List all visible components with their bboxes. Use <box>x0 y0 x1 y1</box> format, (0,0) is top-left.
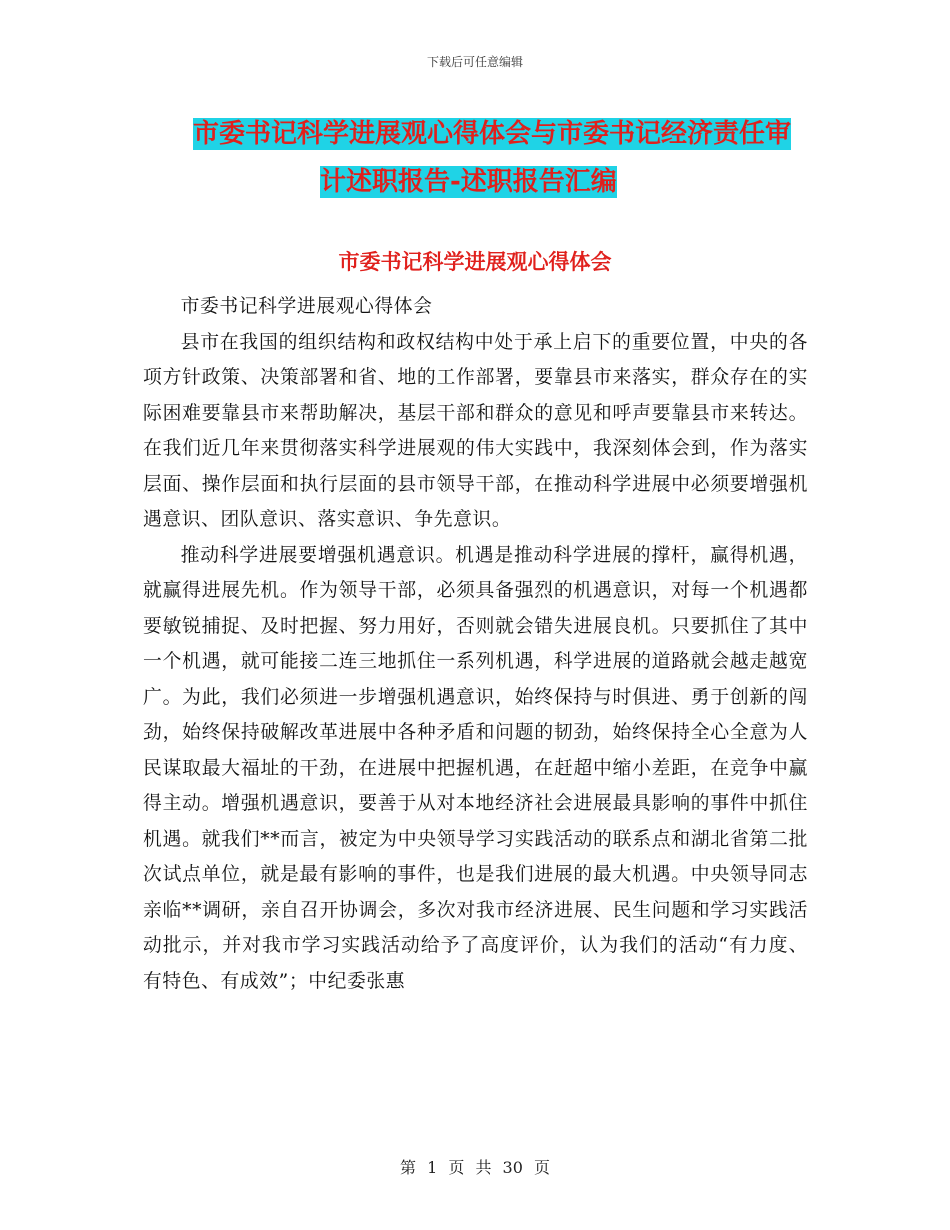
page-footer-number: 第 1 页 共 30 页 <box>400 1158 550 1177</box>
document-title-line-2: 计述职报告-述职报告汇编 <box>320 167 617 197</box>
document-title-line-1: 市委书记科学进展观心得体会与市委书记经济责任审 <box>193 119 792 149</box>
paragraph: 推动科学进展要增强机遇意识。机遇是推动科学进展的撑杆，赢得机遇，就赢得进展先机。作为领导干部，必须具备强烈的机遇意识，对每一个机遇都要敏锐捕捉、及时把握、努力用好，否则就会错失进展良机。只要抓住了其中一个机遇，就可能接二连三地抓住一系列机遇，科学进展的道路就会越走越宽广。为此，我们必须进一步增强机遇意识，始终保持与时俱进、勇于创新的闯劲，始终保持破解改革进展中各种矛盾和问题的韧劲，始终保持全心全意为人民谋取最大福址的干劲，在进展中把握机遇，在赶超中缩小差距，在竞争中赢得主动。增强机遇意识，要善于从对本地经济社会进展最具影响的事件中抓住机遇。就我们**而言，被定为中央领导学习实践活动的联系点和湖北省第二批次试点单位，就是最有影响的事件，也是我们进展的最大机遇。中央领导同志亲临**调研，亲自召开协调会，多次对我市经济进展、民生问题和学习实践活动批示，并对我市学习实践活动给予了高度评价，认为我们的活动“有力度、有特色、有成效”；中纪委张惠 <box>143 544 808 992</box>
paragraph: 市委书记科学进展观心得体会 <box>180 296 433 317</box>
document-body <box>143 289 808 999</box>
section-title: 市委书记科学进展观心得体会 <box>338 250 612 274</box>
page-header-note: 下载后可任意编辑 <box>426 55 523 69</box>
paragraph: 县市在我国的组织结构和政权结构中处于承上启下的重要位置，中央的各项方针政策、决策部署和省、地的工作部署，要靠县市来落实，群众存在的实际困难要靠县市来帮助解决，基层干部和群众的意见和呼声要靠县市来转达。在我们近几年来贯彻落实科学进展观的伟大实践中，我深刻体会到，作为落实层面、操作层面和执行层面的县市领导干部，在推动科学进展中必须要增强机遇意识、团队意识、落实意识、争先意识。 <box>143 331 808 530</box>
document-title <box>193 110 813 206</box>
